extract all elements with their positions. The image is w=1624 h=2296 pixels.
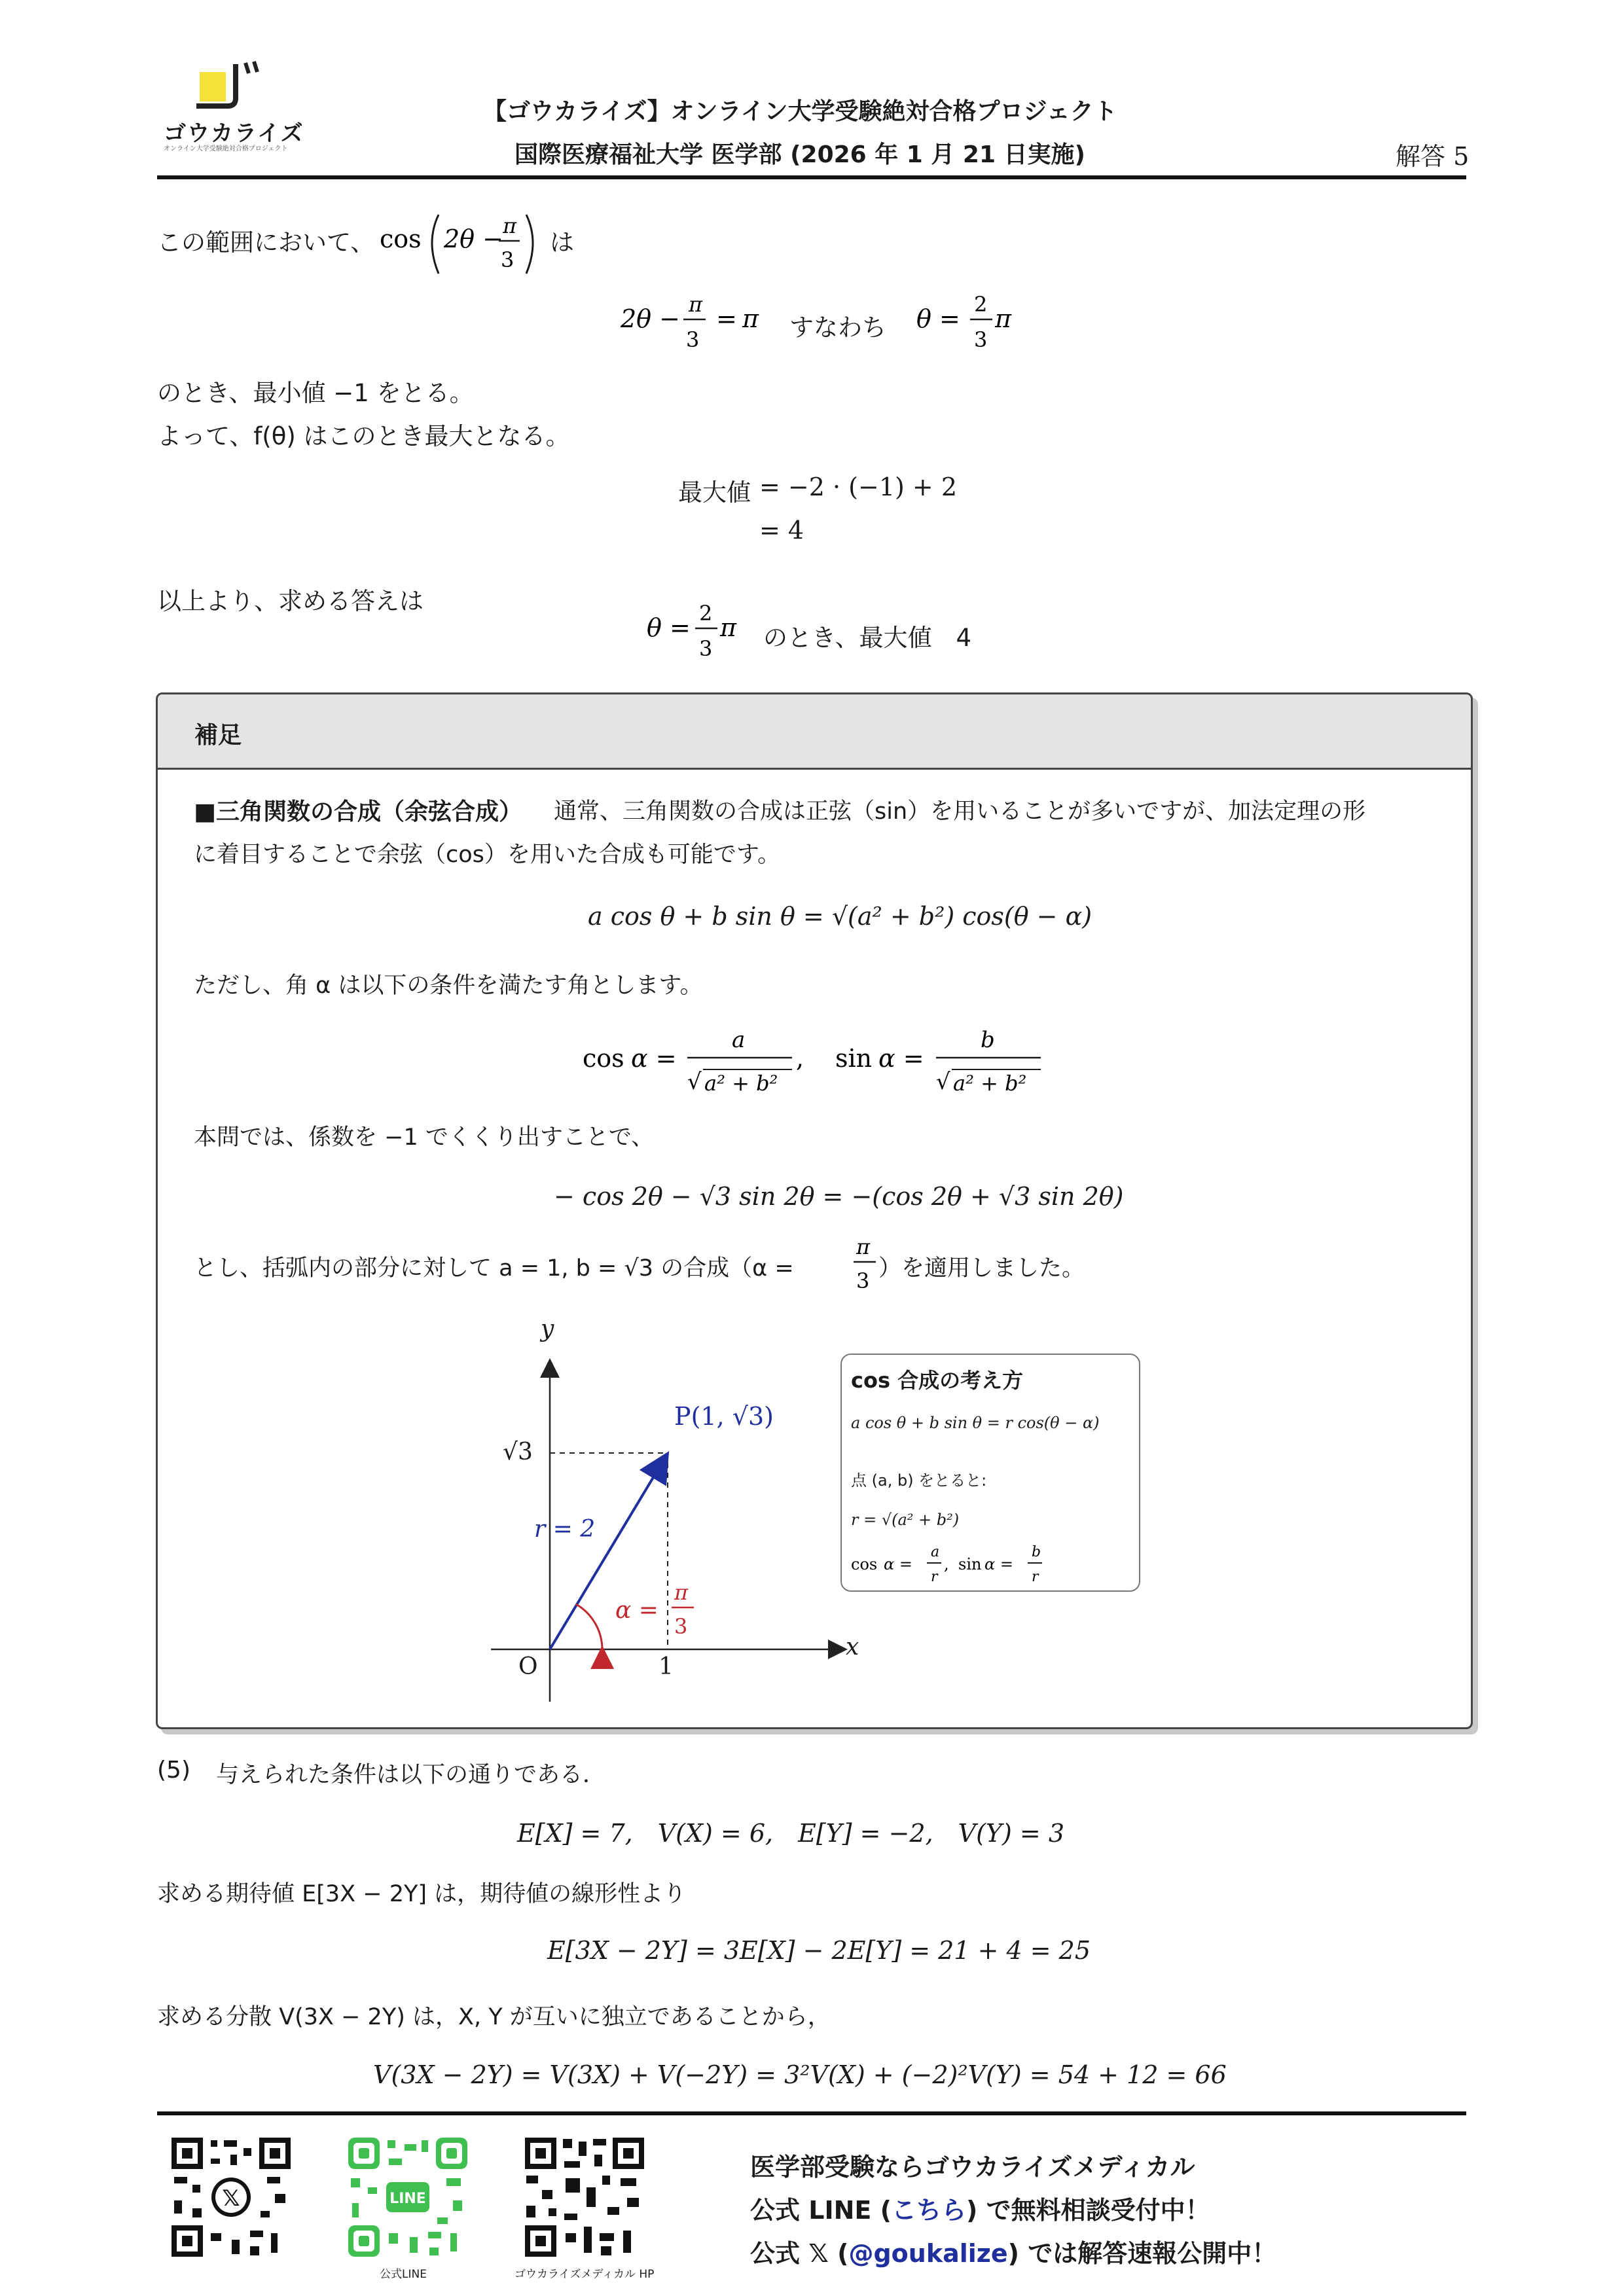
svg-text:cos: cos: [380, 224, 422, 253]
svg-text:r: r: [1032, 1569, 1039, 1585]
qr-line-icon[interactable]: [346, 2135, 470, 2259]
svg-text:3: 3: [501, 247, 514, 272]
diagram-origin: O: [518, 1653, 538, 1680]
supplement-para4b: ）を適用しました。: [878, 1255, 1085, 1282]
svg-text:2θ −: 2θ −: [444, 224, 503, 253]
svg-text:a: a: [732, 1027, 746, 1053]
info-card-title: cos 合成の考え方: [851, 1368, 1024, 1393]
footer-line2: [750, 2190, 1210, 2226]
pi-over-3-fraction: [852, 1230, 878, 1296]
svg-text:sin: sin: [958, 1555, 982, 1573]
svg-text:√: √: [936, 1069, 950, 1095]
header-rule: [157, 175, 1466, 179]
header-title-line2: 国際医療福祉大学 医学部 (2026 年 1 月 21 日実施): [514, 141, 1085, 168]
supplement-para3: 本問では、係数を −1 でくくり出すことで、: [194, 1124, 655, 1151]
svg-text:α =: α =: [631, 1044, 677, 1073]
supplement-para1a: 通常、三角関数の合成は正弦（sin）を用いることが多いですが、加法定理の形: [554, 798, 1366, 825]
formula-factor: − cos 2θ − √3 sin 2θ = −(cos 2θ + √3 sin 2θ): [554, 1182, 1124, 1211]
min-line: のとき、最小値 −1 をとる。: [157, 379, 474, 407]
svg-text:π: π: [856, 1234, 871, 1259]
svg-text:α =: α =: [884, 1555, 912, 1573]
svg-text:π: π: [689, 292, 703, 317]
diagram-point-label: P(1, √3): [674, 1402, 774, 1431]
qr-hp-icon[interactable]: [522, 2135, 647, 2259]
formula-main: a cos θ + b sin θ = √(a² + b²) cos(θ − α): [588, 902, 1092, 931]
qr-line-caption: 公式LINE: [380, 2268, 427, 2281]
alpha-conditions: [583, 1021, 1054, 1106]
svg-text:b: b: [1032, 1544, 1041, 1560]
footer-line2-prefix: 公式 LINE (: [750, 2196, 892, 2225]
footer-line3: [750, 2233, 1276, 2269]
part5-exp-eq: E[3X − 2Y] = 3E[X] − 2E[Y] = 21 + 4 = 25: [547, 1936, 1091, 1965]
svg-text:3: 3: [686, 327, 700, 352]
diagram-r-label: r = 2: [534, 1516, 596, 1543]
svg-text:3: 3: [674, 1614, 688, 1639]
svg-text:2θ −: 2θ −: [621, 304, 680, 333]
svg-text:π: π: [742, 304, 759, 333]
info-card-line3: r = √(a² + b²): [851, 1511, 960, 1529]
line-link[interactable]: こちら: [891, 2196, 966, 2225]
svg-text:LINE: LINE: [389, 2191, 426, 2207]
supplement-heading: 補足: [194, 722, 242, 749]
page-label: 解答 5: [1396, 142, 1470, 171]
intro-suffix: は: [550, 228, 574, 257]
part5-var-eq: V(3X − 2Y) = V(3X) + V(−2Y) = 3²V(X) + (−2)²V(Y) = 54 + 12 = 66: [373, 2060, 1227, 2089]
x-account-link[interactable]: @goukalize: [848, 2239, 1008, 2268]
svg-text:b: b: [981, 1027, 995, 1053]
svg-text:,: ,: [796, 1044, 804, 1073]
svg-text:3: 3: [699, 636, 713, 661]
svg-text:𝕏: 𝕏: [222, 2185, 240, 2212]
header: [0, 0, 1624, 190]
max-line: よって、f(θ) はこのとき最大となる。: [157, 422, 570, 450]
info-card-line2: 点 (a, b) をとると:: [851, 1471, 987, 1490]
svg-text:a² + b²: a² + b²: [704, 1071, 778, 1096]
logo-text: ゴウカライズ: [164, 120, 304, 147]
composition-diagram: [478, 1316, 884, 1708]
diagram-x-tick: 1: [659, 1653, 674, 1680]
svg-text:π: π: [720, 613, 736, 642]
svg-text:3: 3: [974, 327, 988, 352]
qr-hp-caption: ゴウカライズメディカル HP: [514, 2268, 655, 2281]
alpha-fraction: [670, 1576, 696, 1641]
svg-text:π: π: [995, 304, 1011, 333]
svg-text:√: √: [687, 1069, 702, 1095]
supplement-para1b: に着目することで余弦（cos）を用いた合成も可能です。: [194, 842, 781, 868]
diagram-y-tick: √3: [503, 1439, 533, 1465]
svg-text:π: π: [503, 213, 517, 238]
svg-text:2: 2: [974, 292, 988, 317]
alpha-arc: [576, 1604, 602, 1649]
svg-text:sin: sin: [835, 1044, 873, 1073]
header-title-line1: 【ゴウカライズ】オンライン大学受験絶対合格プロジェクト: [483, 98, 1117, 125]
part5-number: (5): [157, 1757, 190, 1784]
svg-text:=: =: [716, 304, 737, 333]
svg-text:2: 2: [699, 601, 713, 626]
part5-intro: 与えられた条件は以下の通りである．: [216, 1762, 606, 1788]
logo-subtext: オンライン大学受験絶対合格プロジェクト: [164, 145, 288, 152]
svg-text:θ =: θ =: [647, 613, 691, 642]
logo-icon: [190, 59, 268, 111]
part5-exp-lead: 求める期待値 E[3X − 2Y] は，期待値の線形性より: [157, 1881, 687, 1907]
max-equation-2: = 4: [759, 516, 804, 545]
svg-text:π: π: [674, 1580, 689, 1605]
max-label: 最大値: [678, 478, 751, 507]
part5-given: E[X] = 7, V(X) = 6, E[Y] = −2, V(Y) = 3: [517, 1819, 1065, 1848]
diagram-x-label: x: [846, 1634, 859, 1660]
svg-text:α =: α =: [878, 1044, 924, 1073]
svg-text:r: r: [931, 1569, 938, 1585]
answer-theta: [647, 597, 751, 669]
footer-line3-prefix: 公式 𝕏 (: [750, 2239, 849, 2268]
equation-connector: すなわち: [789, 314, 886, 342]
svg-text:θ =: θ =: [916, 304, 960, 333]
max-equation-1: = −2 · (−1) + 2: [759, 473, 958, 501]
footer-line3-suffix: ) では解答速報公開中！: [1007, 2239, 1277, 2268]
svg-text:a: a: [931, 1544, 940, 1560]
info-card-line4: [850, 1539, 1066, 1592]
topic-title: ■三角関数の合成（余弦合成）: [194, 798, 523, 825]
supplement-para4a: とし、括弧内の部分に対して a = 1, b = √3 の合成（α =: [194, 1255, 794, 1282]
diagram-y-label: y: [541, 1316, 554, 1342]
footer-rule: [157, 2111, 1466, 2115]
supplement-header: [158, 694, 1471, 770]
svg-text:a² + b²: a² + b²: [953, 1071, 1027, 1096]
diagram-alpha-label: α =: [615, 1597, 659, 1624]
svg-text:3: 3: [856, 1268, 870, 1293]
supplement-para2: ただし、角 α は以下の条件を満たす角とします。: [194, 973, 703, 999]
svg-text:,: ,: [944, 1555, 949, 1573]
footer-line1: 医学部受験ならゴウカライズメディカル: [750, 2153, 1195, 2181]
info-card-line1: a cos θ + b sin θ = r cos(θ − α): [851, 1414, 1100, 1432]
part5-var-lead: 求める分散 V(3X − 2Y) は，X, Y が互いに独立であることから，: [157, 2004, 831, 2030]
qr-x-icon[interactable]: [169, 2135, 293, 2259]
footer-line2-suffix: ) で無料相談受付中！: [965, 2196, 1210, 2225]
svg-text:α =: α =: [984, 1555, 1013, 1573]
intro-line: この範囲において、: [157, 228, 375, 257]
svg-text:cos: cos: [851, 1555, 878, 1573]
svg-text:cos: cos: [583, 1044, 624, 1073]
conclusion-lead: 以上より、求める答えは: [157, 587, 424, 615]
cos-expression: [380, 208, 550, 280]
answer-text: のとき、最大値 4: [763, 624, 972, 652]
